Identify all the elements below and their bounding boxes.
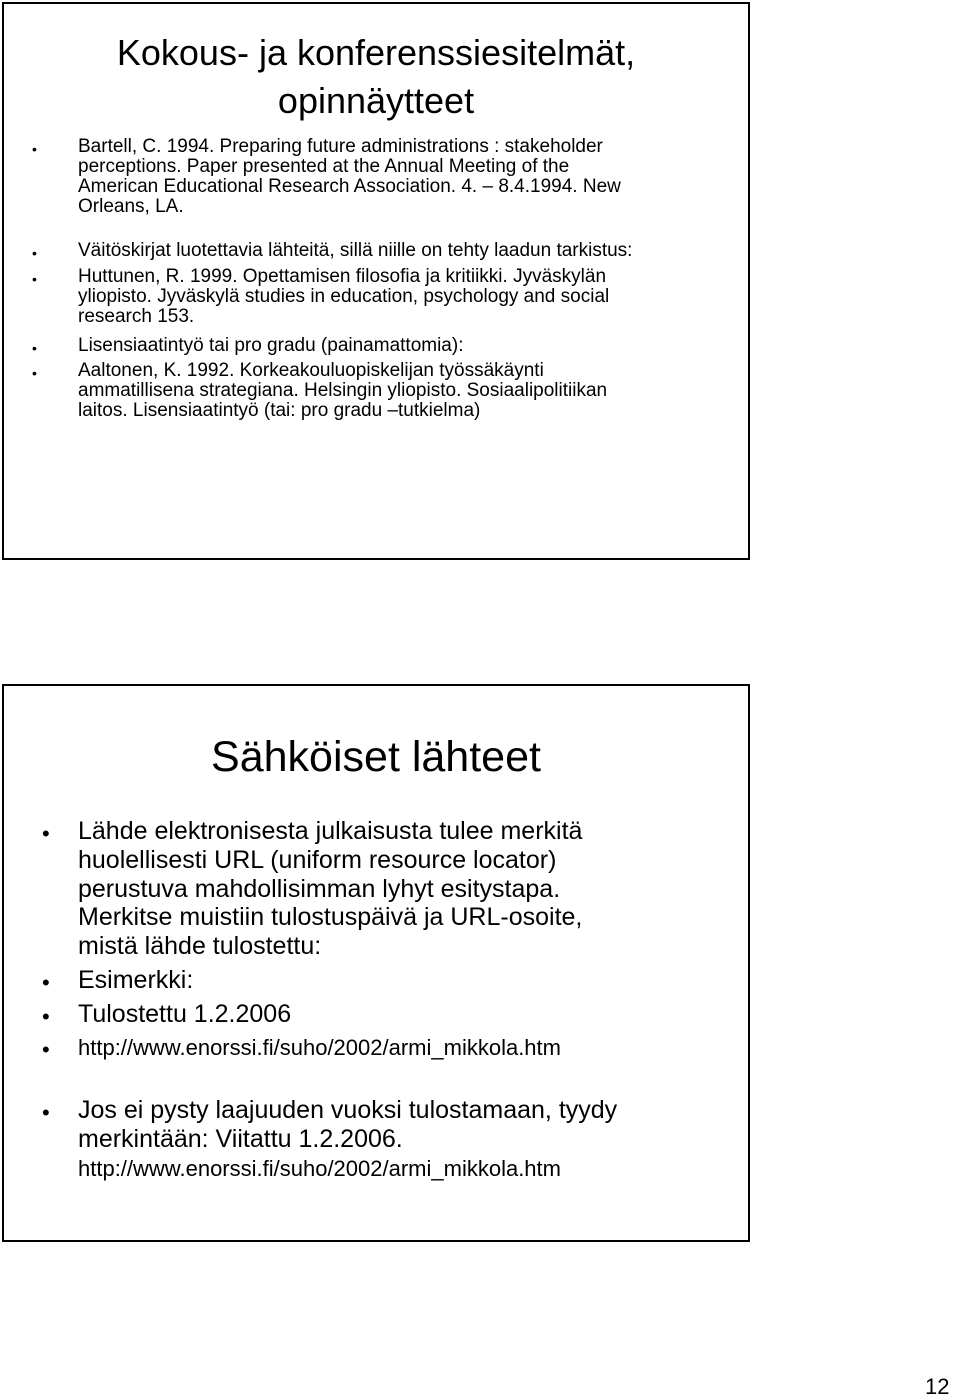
list-item-line: Tulostettu 1.2.2006 xyxy=(78,1000,292,1028)
list-item-line: research 153. xyxy=(78,306,195,327)
list-item-line: mistä lähde tulostettu: xyxy=(78,932,322,960)
bullet-icon: • xyxy=(32,340,37,356)
list-item-line: huolellisesti URL (uniform resource locator) xyxy=(78,846,557,874)
list-item-line: Huttunen, R. 1999. Opettamisen filosofia ja kritiikki. Jyväskylän xyxy=(78,266,607,287)
list-item-line: Lähde elektronisesta julkaisusta tulee merkitä xyxy=(78,817,583,845)
list-item-line: American Educational Research Association. 4. – 8.4.1994. New xyxy=(78,176,621,197)
slide-title xyxy=(4,29,748,125)
list-item-line: laitos. Lisensiaatintyö (tai: pro gradu –tutkielma) xyxy=(78,400,481,421)
list-item-line: Lisensiaatintyö tai pro gradu (painamattomia): xyxy=(78,335,464,356)
slide-title: Sähköiset lähteet xyxy=(211,733,541,781)
bullet-icon: • xyxy=(42,970,50,995)
list-item-line: Jos ei pysty laajuuden vuoksi tulostamaan, tyydy xyxy=(78,1096,618,1124)
slide-electronic-sources xyxy=(2,684,750,1242)
bullet-icon: • xyxy=(42,1037,50,1062)
bullet-icon: • xyxy=(42,1004,50,1029)
list-item-line: Bartell, C. 1994. Preparing future administrations : stakeholder xyxy=(78,136,603,157)
list-item-line: http://www.enorssi.fi/suho/2002/armi_mikkola.htm xyxy=(78,1156,561,1181)
list-item-line: Aaltonen, K. 1992. Korkeakouluopiskelijan työssäkäynti xyxy=(78,360,544,381)
list-item-line: ammatillisena strategiana. Helsingin yliopisto. Sosiaalipolitiikan xyxy=(78,380,608,401)
bullet-icon: • xyxy=(32,365,37,381)
bullet-icon: • xyxy=(32,141,37,157)
slide-conference-papers xyxy=(2,2,750,560)
bullet-icon: • xyxy=(42,1100,50,1125)
list-item-line: perustuva mahdollisimman lyhyt esitystapa. xyxy=(78,875,561,903)
bullet-icon: • xyxy=(32,245,37,261)
list-item-line: merkintään: Viitattu 1.2.2006. xyxy=(78,1125,403,1153)
list-item-line: http://www.enorssi.fi/suho/2002/armi_mikkola.htm xyxy=(78,1035,561,1060)
slide-title-line-2: opinnäytteet xyxy=(277,80,475,121)
list-item-line: Merkitse muistiin tulostuspäivä ja URL-osoite, xyxy=(78,903,583,931)
page-number: 12 xyxy=(925,1374,950,1399)
bullet-icon: • xyxy=(32,271,37,287)
list-item-line: Esimerkki: xyxy=(78,966,194,994)
slide-title-line-1: Kokous- ja konferenssiesitelmät, xyxy=(116,32,636,73)
bullet-icon: • xyxy=(42,821,50,846)
list-item-line: Orleans, LA. xyxy=(78,196,184,217)
list-item-line: Väitöskirjat luotettavia lähteitä, sillä niille on tehty laadun tarkistus: xyxy=(78,240,633,261)
list-item-line: perceptions. Paper presented at the Annual Meeting of the xyxy=(78,156,570,177)
list-item-line: yliopisto. Jyväskylä studies in education, psychology and social xyxy=(78,286,610,307)
